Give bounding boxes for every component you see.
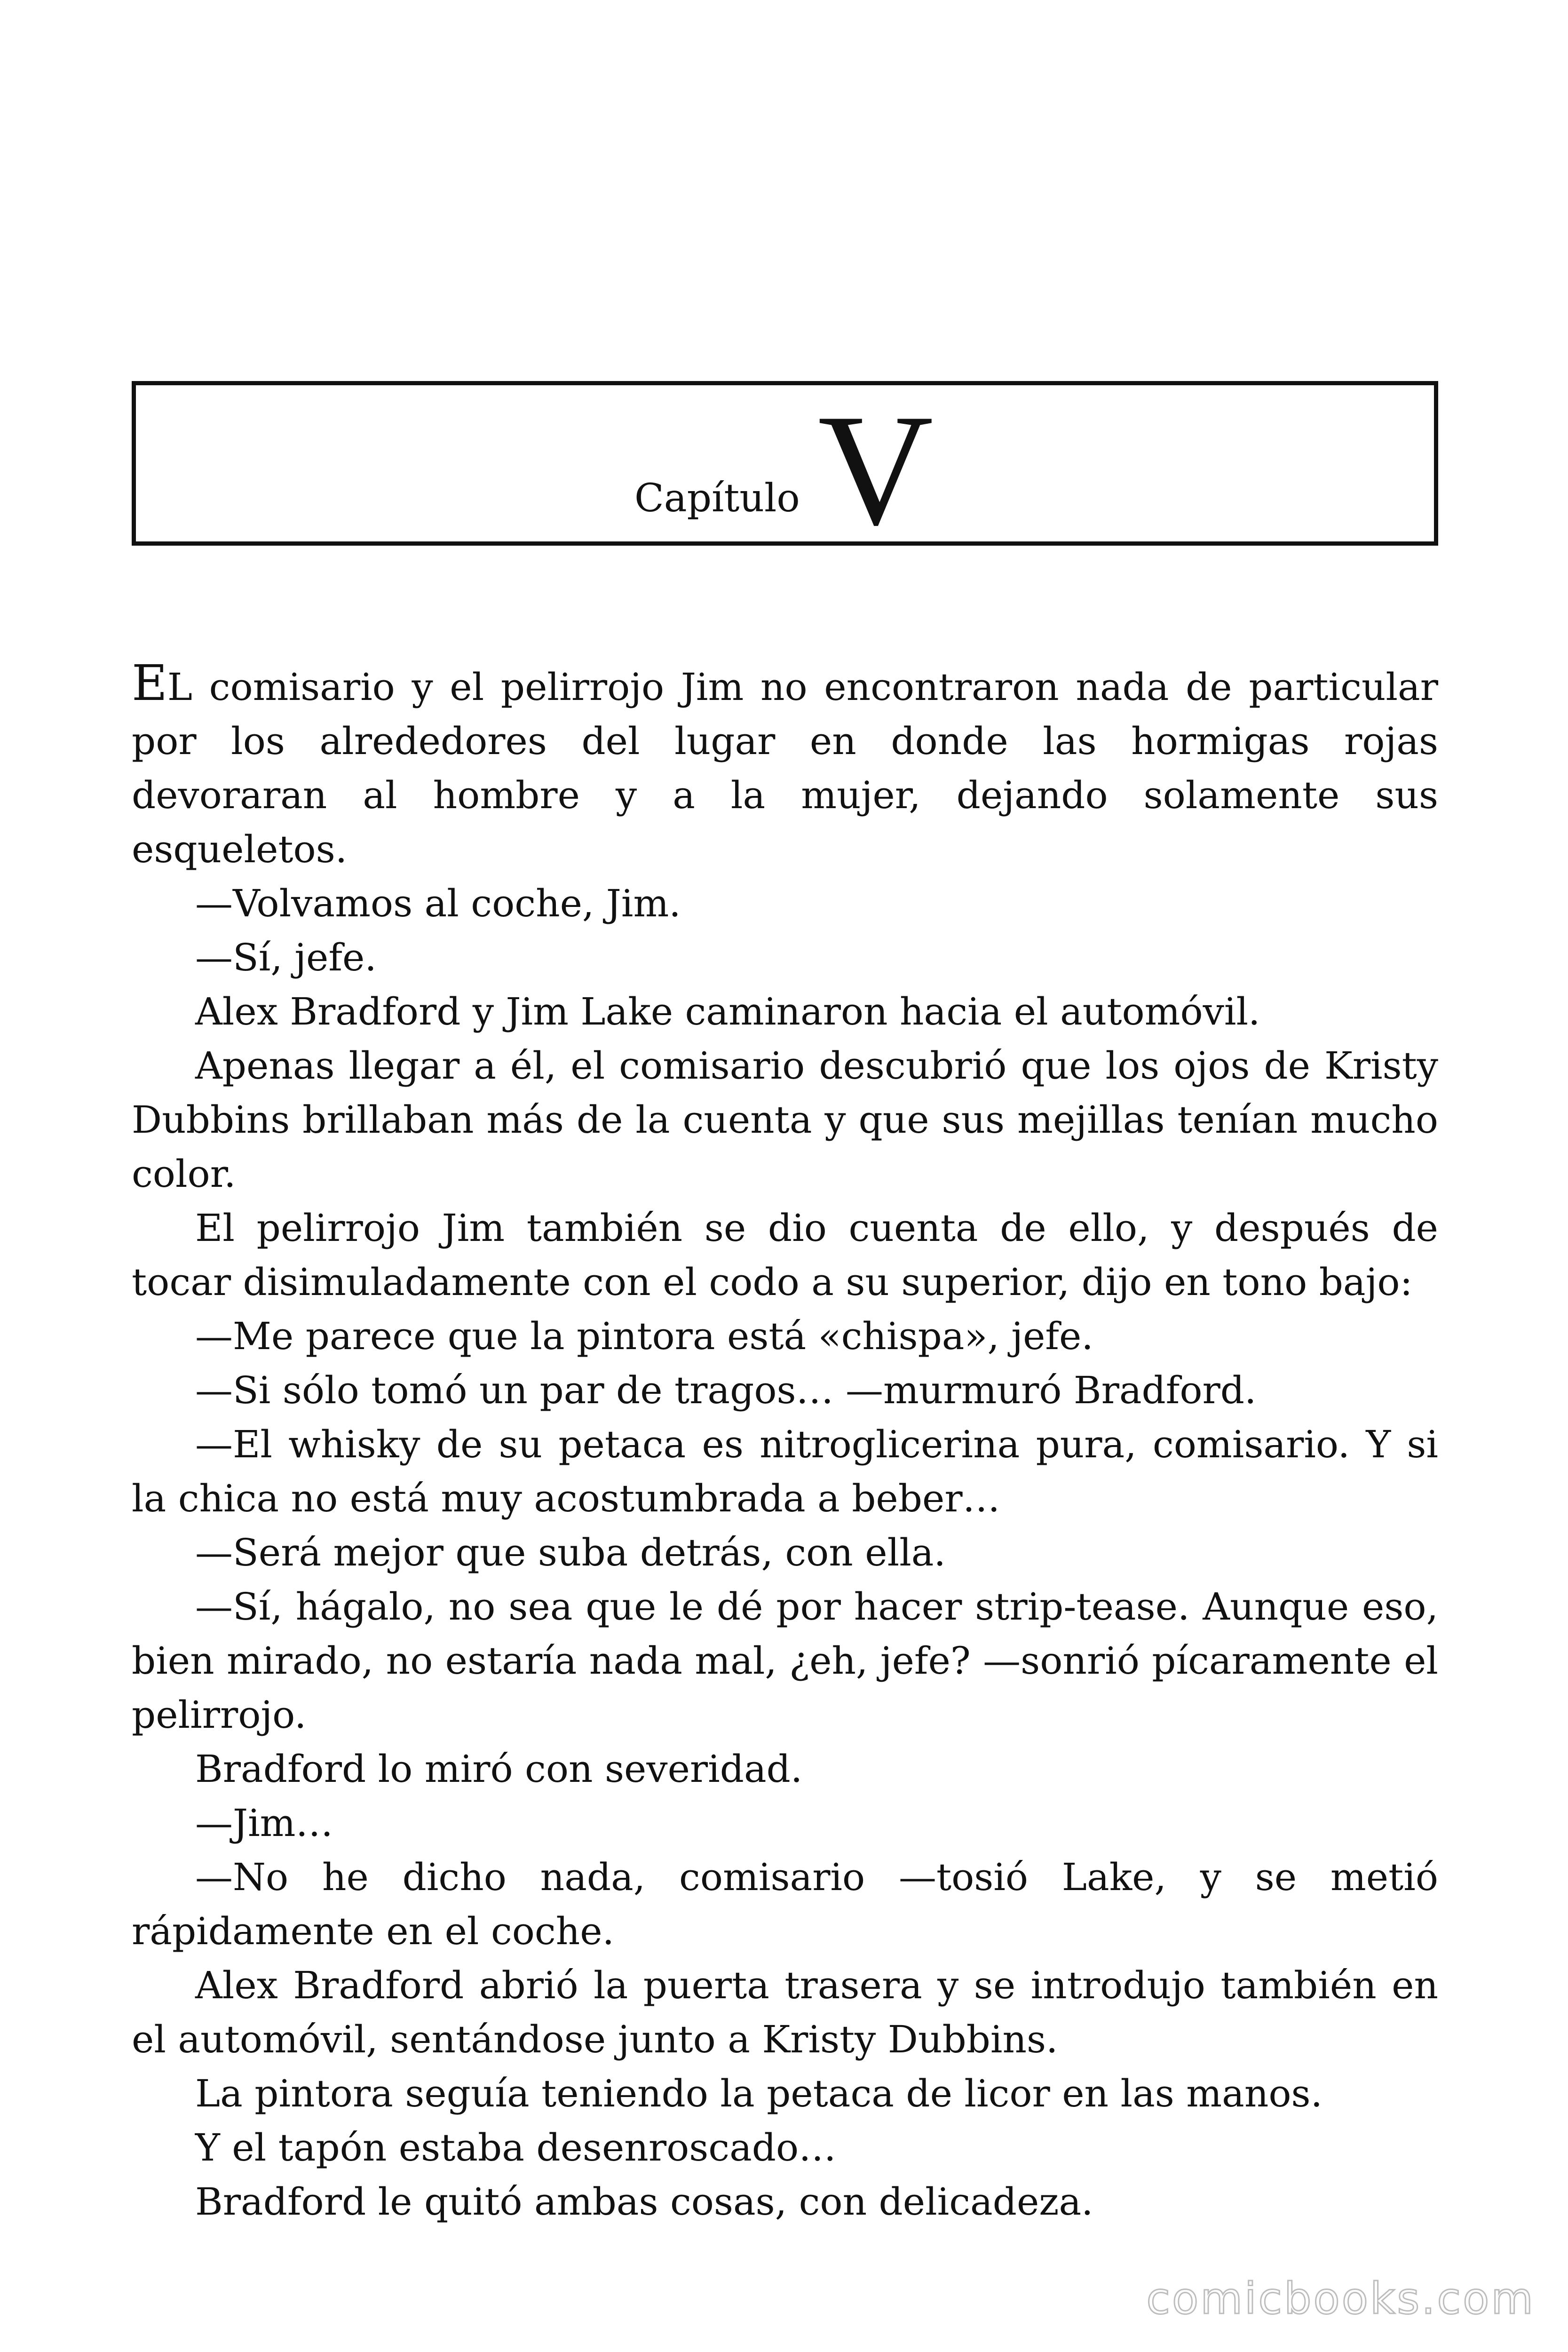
chapter-body <box>132 656 1438 2229</box>
paragraph: La pintora seguía teniendo la petaca de licor en las manos. <box>195 2072 1323 2115</box>
paragraph: Y el tapón estaba desenroscado… <box>195 2126 837 2169</box>
paragraph: —Volvamos al coche, Jim. <box>195 882 681 925</box>
paragraph: Apenas llegar a él, el comisario descubrió que los ojos de Kristy Dubbins brillaban más de la cuenta y que sus mejillas tenían mucho color. <box>132 1044 1438 1196</box>
chapter-number: V <box>818 381 934 558</box>
paragraph: Alex Bradford y Jim Lake caminaron hacia el automóvil. <box>195 990 1260 1033</box>
paragraph: —Jim… <box>195 1801 333 1845</box>
paragraph: —Será mejor que suba detrás, con ella. <box>195 1531 946 1574</box>
paragraph: Bradford le quitó ambas cosas, con delicadeza. <box>195 2180 1093 2224</box>
paragraph: —El whisky de su petaca es nitroglicerina pura, comisario. Y si la chica no está muy acostumbrada a beber… <box>132 1422 1438 1520</box>
paragraph: Bradford lo miró con severidad. <box>195 1747 803 1791</box>
paragraph: Alex Bradford abrió la puerta trasera y se introdujo también en el automóvil, sentándose junto a Kristy Dubbins. <box>132 1963 1438 2061</box>
paragraph: EL comisario y el pelirrojo Jim no encontraron nada de particular por los alrededores del lugar en donde las hormigas rojas devoraran al hombre y a la mujer, dejando solamente sus esqueletos. <box>132 654 1438 871</box>
paragraph: —Sí, hágalo, no sea que le dé por hacer strip-tease. Aunque eso, bien mirado, no estaría nada mal, ¿eh, jefe? —sonrió pícaramente el pelirrojo. <box>132 1585 1438 1737</box>
paragraph: —Si sólo tomó un par de tragos… —murmuró Bradford. <box>195 1368 1257 1412</box>
chapter-heading-box <box>132 381 1438 558</box>
paragraph: —Sí, jefe. <box>195 936 377 979</box>
paragraph: —No he dicho nada, comisario —tosió Lake, y se metió rápidamente en el coche. <box>132 1855 1438 1953</box>
paragraph: El pelirrojo Jim también se dio cuenta de ello, y después de tocar disimuladamente con el codo a su superior, dijo en tono bajo: <box>132 1206 1438 1304</box>
watermark: comicbooks.com <box>1146 2273 1535 2324</box>
chapter-label: Capítulo <box>634 476 800 521</box>
paragraph: —Me parece que la pintora está «chispa», jefe. <box>195 1314 1093 1358</box>
